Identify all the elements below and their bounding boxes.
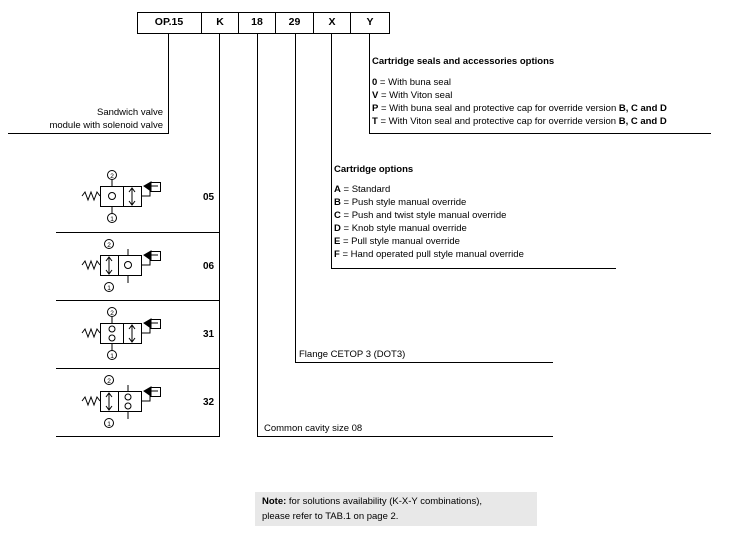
spring-icon <box>82 261 100 269</box>
cartridge-item: D = Knob style manual override <box>334 223 467 234</box>
svg-text:1: 1 <box>110 216 114 223</box>
accessories-item: V = With Viton seal <box>372 90 453 101</box>
cartridge-options <box>334 163 524 261</box>
cartridge-item: F = Hand operated pull style manual override <box>334 249 524 260</box>
note-box <box>255 492 537 526</box>
accessories-title: Cartridge seals and accessories options <box>372 56 555 67</box>
valve-symbol-05 <box>80 168 180 224</box>
note-line-1: Note: for solutions availability (K-X-Y combinations), <box>262 496 482 507</box>
variant-code-31: 31 <box>203 329 215 340</box>
flange-label: Flange CETOP 3 (DOT3) <box>299 349 406 360</box>
cavity-label: Common cavity size 08 <box>264 423 363 434</box>
code-segment-op15: OP.15 <box>154 16 184 28</box>
accessories-item: P = With buna seal and protective cap for override version B, C and D <box>372 103 667 114</box>
spring-icon <box>82 397 100 405</box>
variant-code-06: 06 <box>203 261 215 272</box>
accessories-item: T = With Viton seal and protective cap for override version B, C and D <box>372 116 667 127</box>
code-segment-k: K <box>216 16 224 28</box>
svg-text:1: 1 <box>107 285 111 292</box>
cartridge-item: C = Push and twist style manual override <box>334 210 507 221</box>
svg-text:1: 1 <box>107 421 111 428</box>
variant-code-32: 32 <box>203 397 215 408</box>
variant-code-05: 05 <box>203 192 215 203</box>
svg-text:2: 2 <box>110 173 114 180</box>
code-segment-x: X <box>328 16 336 28</box>
code-segment-18: 18 <box>251 16 263 28</box>
code-segment-29: 29 <box>288 16 301 28</box>
cartridge-title: Cartridge options <box>334 164 414 175</box>
module-label <box>49 106 163 132</box>
valve-symbol-32 <box>80 373 180 429</box>
module-label-line1: Sandwich valve <box>96 107 163 118</box>
cartridge-item: E = Pull style manual override <box>334 236 460 247</box>
spring-icon <box>82 192 100 200</box>
svg-text:1: 1 <box>110 353 114 360</box>
accessories-item: 0 = With buna seal <box>372 77 451 88</box>
svg-text:2: 2 <box>107 378 111 385</box>
spring-icon <box>82 329 100 337</box>
valve-symbol-06 <box>80 237 180 293</box>
valve-symbol-31 <box>80 305 180 361</box>
svg-text:2: 2 <box>107 242 111 249</box>
module-label-line2: module with solenoid valve <box>49 120 163 131</box>
cartridge-item: B = Push style manual override <box>334 197 467 208</box>
svg-text:2: 2 <box>110 310 114 317</box>
cartridge-item: A = Standard <box>334 184 391 195</box>
accessories-options <box>372 55 667 128</box>
note-line-2: please refer to TAB.1 on page 2. <box>262 511 399 522</box>
code-segment-y: Y <box>366 16 374 28</box>
